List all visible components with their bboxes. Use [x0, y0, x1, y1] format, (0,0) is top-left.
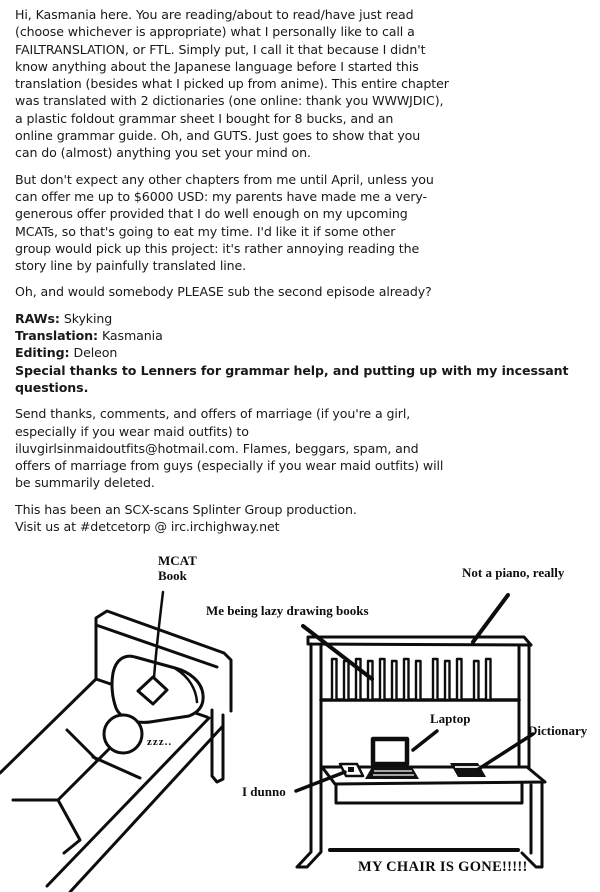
zzz-label: zzz.. [147, 736, 173, 748]
lazy-books-label: Me being lazy drawing books [206, 603, 369, 618]
note-line: know anything about the Japanese language before I started this [15, 58, 419, 74]
note-line: (choose whichever is appropriate) what I personally like to call a [15, 24, 415, 40]
credit-label: Editing: [15, 345, 70, 361]
note-line: This has been an SCX-scans Splinter Group production. [15, 501, 357, 517]
bed-rail-inner [70, 727, 222, 892]
bed-leg [212, 710, 223, 782]
note-line: But don't expect any other chapters from me until April, unless you [15, 171, 434, 187]
laptop-keyboard [365, 767, 419, 779]
plea-paragraph [15, 283, 600, 300]
desk-right-leg [522, 782, 542, 867]
stick-figure-arm [67, 730, 97, 760]
note-line: online grammar guide. Oh, and GUTS. Just goes to show that you [15, 128, 421, 144]
note-line: Oh, and would somebody PLEASE sub the second episode already? [15, 284, 432, 300]
note-line: Visit us at #detcetorp @ irc.irchighway.net [15, 519, 280, 535]
note-line: story line by painfully translated line. [15, 258, 247, 274]
chair-gone-label: MY CHAIR IS GONE!!!!! [358, 859, 528, 875]
dictionary-pointer-line [477, 734, 533, 770]
note-line: MCATs, so that's going to eat my time. I'd like it if some other [15, 223, 396, 239]
note-line: group would pick up this project: it's rather annoying reading the [15, 240, 420, 256]
hutch-top [308, 637, 531, 645]
i-dunno-label: I dunno [242, 784, 286, 799]
stick-figure-arm [93, 757, 140, 778]
note-line: Hi, Kasmania here. You are reading/about to read/have just read [15, 7, 414, 22]
not-piano-label: Not a piano, really [462, 565, 565, 580]
desk-drawing [296, 595, 545, 867]
note-line: can offer me up to $6000 USD: my parents have made me a very- [15, 188, 427, 204]
not-piano-pointer-line [473, 595, 508, 642]
bedroom-sketch [0, 545, 600, 892]
credit-label: RAWs: [15, 310, 60, 326]
special-thanks-line: questions. [15, 379, 89, 395]
note-line: FAILTRANSLATION, or FTL. Simply put, I call it that because I didn't [15, 41, 426, 57]
dictionary-label: Dictionary [528, 723, 588, 738]
footer-paragraph [15, 501, 600, 536]
credit-line-translation [15, 327, 600, 344]
laptop-screen [373, 739, 407, 764]
credit-name: Kasmania [101, 328, 163, 344]
note-line: Send thanks, comments, and offers of marriage (if you're a girl, [15, 406, 411, 422]
translator-note [15, 6, 600, 544]
note-line: iluvgirlsinmaidoutfits@hotmail.com. Flames, beggars, spam, and [15, 440, 419, 456]
note-line: translation (besides what I picked up from anime). This entire chapter [15, 76, 449, 92]
credit-name: Skyking [63, 310, 113, 326]
desk-apron [336, 784, 522, 803]
note-line: especially if you wear maid outfits) to [15, 423, 249, 439]
note-line: be summarily deleted. [15, 475, 155, 491]
bed-far-edge [0, 679, 96, 773]
contact-paragraph [15, 405, 600, 491]
credit-label: Translation: [15, 328, 98, 344]
laptop-pointer-line [413, 731, 437, 750]
desk-left-leg [297, 644, 321, 867]
mcat-book-label-line2: Book [158, 568, 187, 583]
note-line: can do (almost) anything you set your mind on. [15, 145, 311, 161]
schedule-paragraph [15, 171, 600, 275]
stick-figure-body [58, 748, 110, 800]
laptop-drawing [365, 739, 419, 779]
note-line: offers of marriage from guys (especially if you wear maid outfits) will [15, 458, 444, 474]
note-line: was translated with 2 dictionaries (one online: thank you WWWJDIC), [15, 93, 444, 109]
credit-line-raws [15, 310, 600, 327]
stick-figure-leg [58, 800, 80, 853]
special-thanks-line: Special thanks to Lenners for grammar help, and putting up with my incessant [15, 362, 569, 378]
mcat-book-label [158, 553, 197, 583]
credit-line-editing [15, 344, 600, 361]
note-line: generous offer provided that I do well enough on my upcoming [15, 206, 408, 222]
credit-name: Deleon [73, 345, 118, 361]
credits-block [15, 310, 600, 396]
stick-figure [13, 715, 142, 853]
note-line: a plastic foldout grammar sheet I bought for 8 bucks, and an [15, 110, 394, 126]
mcat-book-label-line1: MCAT [158, 553, 197, 568]
intro-paragraph [15, 6, 600, 162]
laptop-label: Laptop [430, 711, 471, 726]
hutch-right-panel [519, 645, 529, 780]
bed-drawing [0, 592, 231, 892]
